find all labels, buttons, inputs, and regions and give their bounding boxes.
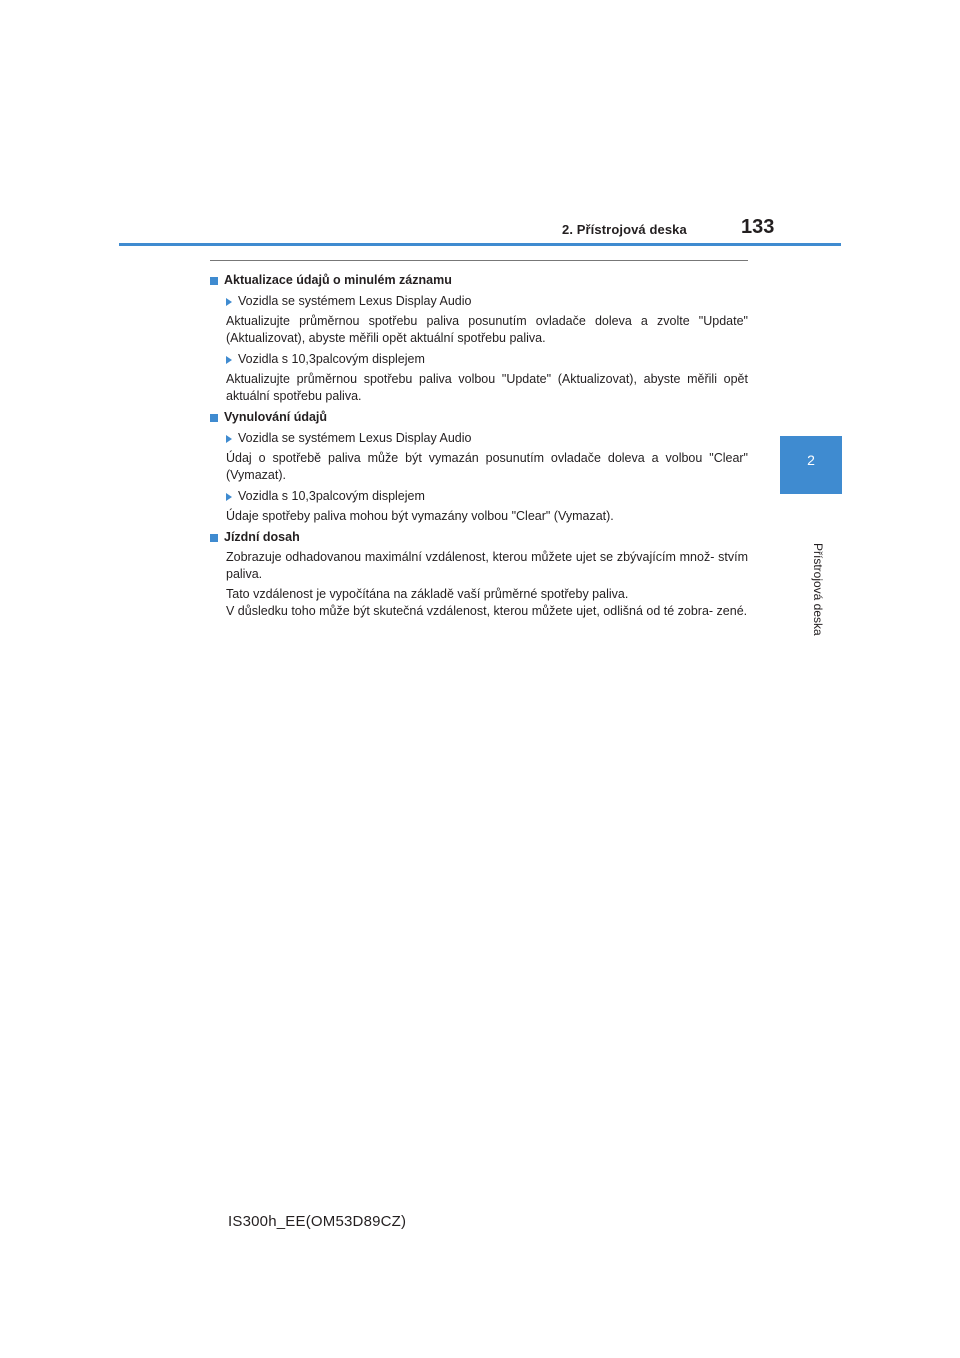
- section-heading-text: Jízdní dosah: [224, 530, 300, 544]
- document-code: IS300h_EE(OM53D89CZ): [228, 1213, 407, 1230]
- triangle-arrow-icon: [226, 298, 232, 306]
- paragraph: V důsledku toho může být skutečná vzdálenost, kterou můžete ujet, odlišná od té zobra- zené.: [226, 604, 748, 618]
- paragraph: Zobrazuje odhadovanou maximální vzdálenost, kterou můžete ujet se zbývajícím množ- stvím paliva.: [226, 550, 748, 581]
- section-reset-data: [210, 409, 748, 525]
- paragraph: Aktualizujte průměrnou spotřebu paliva volbou "Update" (Aktualizovat), abyste měřili opět aktuální spotřebu paliva.: [226, 372, 748, 403]
- section-driving-range: [210, 529, 748, 620]
- section-heading: [210, 409, 748, 426]
- sub-item-text: Vozidla se systémem Lexus Display Audio: [238, 294, 472, 308]
- square-bullet-icon: [210, 534, 218, 542]
- page-number: 133: [741, 216, 775, 238]
- content-top-rule: [210, 260, 748, 261]
- sub-item-text: Vozidla s 10,3palcovým displejem: [238, 489, 425, 503]
- sub-item: [210, 351, 748, 368]
- section-title: 2. Přístrojová deska: [562, 222, 687, 237]
- paragraph: Údaj o spotřebě paliva může být vymazán posunutím ovladače doleva a volbou "Clear" (Vymazat).: [226, 451, 748, 482]
- paragraph: Aktualizujte průměrnou spotřebu paliva posunutím ovladače doleva a zvolte "Update" (Aktualizovat), abyste měřili opět aktuální spotřebu paliva.: [226, 314, 748, 345]
- section-heading-text: Aktualizace údajů o minulém záznamu: [224, 273, 452, 287]
- square-bullet-icon: [210, 277, 218, 285]
- triangle-arrow-icon: [226, 435, 232, 443]
- sub-item: [210, 488, 748, 505]
- triangle-arrow-icon: [226, 493, 232, 501]
- section-heading: [210, 272, 748, 289]
- chapter-tab: [780, 436, 842, 494]
- paragraph: Údaje spotřeby paliva mohou být vymazány volbou "Clear" (Vymazat).: [226, 509, 614, 523]
- sub-item: [210, 293, 748, 310]
- header-rule: [119, 243, 841, 246]
- section-heading: [210, 529, 748, 546]
- triangle-arrow-icon: [226, 356, 232, 364]
- section-update-data: [210, 272, 748, 405]
- sub-item-text: Vozidla s 10,3palcovým displejem: [238, 352, 425, 366]
- sub-item: [210, 430, 748, 447]
- chapter-side-label: Přístrojová deska: [811, 543, 825, 636]
- square-bullet-icon: [210, 414, 218, 422]
- paragraph: Tato vzdálenost je vypočítána na základě vaší průměrné spotřeby paliva.: [226, 587, 629, 601]
- sub-item-text: Vozidla se systémem Lexus Display Audio: [238, 431, 472, 445]
- section-heading-text: Vynulování údajů: [224, 410, 328, 424]
- chapter-number: 2: [807, 452, 815, 468]
- content-body: [210, 270, 748, 624]
